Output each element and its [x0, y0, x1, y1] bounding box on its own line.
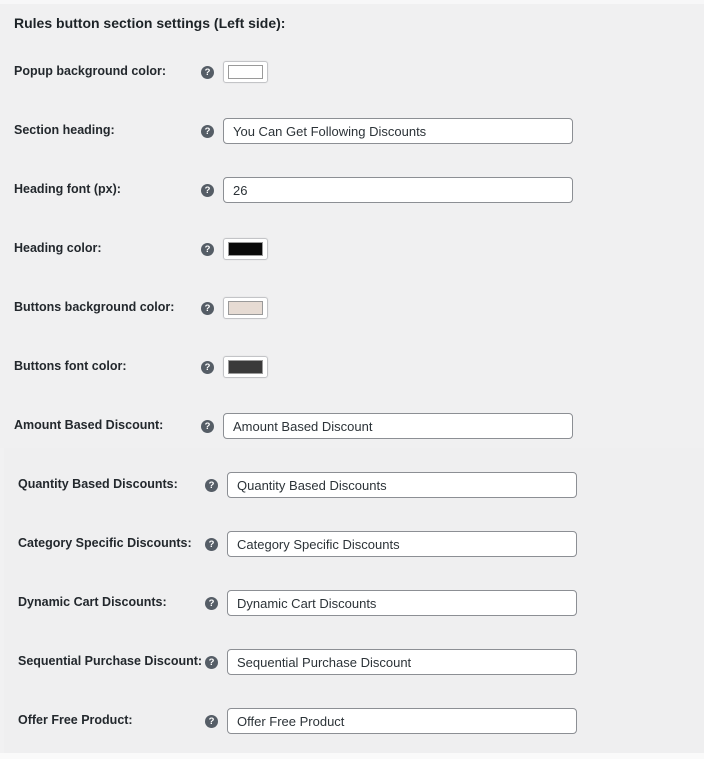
setting-label: Popup background color: — [14, 64, 167, 79]
setting-label: Heading color: — [14, 241, 102, 256]
setting-label: Heading font (px): — [14, 182, 121, 197]
settings-group-sub — [4, 448, 704, 753]
setting-row-category-specific-discounts — [18, 531, 704, 557]
category-specific-discounts-input[interactable] — [227, 531, 577, 557]
help-icon[interactable]: ? — [205, 479, 218, 492]
help-icon[interactable]: ? — [205, 656, 218, 669]
setting-row-dynamic-cart-discounts — [18, 590, 704, 616]
help-icon[interactable]: ? — [205, 538, 218, 551]
help-icon[interactable]: ? — [201, 420, 214, 433]
heading-font-input[interactable] — [223, 177, 573, 203]
help-icon[interactable]: ? — [201, 361, 214, 374]
color-swatch — [228, 65, 263, 79]
setting-row-amount-based-discount — [14, 413, 704, 439]
setting-label: Sequential Purchase Discount: — [18, 654, 203, 669]
setting-row-sequential-purchase-discount — [18, 649, 704, 675]
buttons-background-color-picker[interactable] — [223, 297, 268, 319]
setting-row-buttons-font-color — [14, 354, 704, 380]
setting-row-heading-font — [14, 177, 704, 203]
setting-label: Dynamic Cart Discounts: — [18, 595, 167, 610]
setting-label: Quantity Based Discounts: — [18, 477, 178, 492]
color-swatch — [228, 301, 263, 315]
setting-row-offer-free-product — [18, 708, 704, 734]
dynamic-cart-discounts-input[interactable] — [227, 590, 577, 616]
offer-free-product-input[interactable] — [227, 708, 577, 734]
color-swatch — [228, 242, 263, 256]
quantity-based-discounts-input[interactable] — [227, 472, 577, 498]
setting-row-section-heading — [14, 118, 704, 144]
settings-panel — [0, 4, 704, 753]
buttons-font-color-picker[interactable] — [223, 356, 268, 378]
setting-row-heading-color — [14, 236, 704, 262]
help-icon[interactable]: ? — [201, 243, 214, 256]
bottom-edge-strip — [0, 753, 704, 759]
color-swatch — [228, 360, 263, 374]
help-icon[interactable]: ? — [205, 715, 218, 728]
help-icon[interactable]: ? — [201, 302, 214, 315]
heading-color-picker[interactable] — [223, 238, 268, 260]
setting-label: Offer Free Product: — [18, 713, 133, 728]
setting-row-quantity-based-discounts — [18, 472, 704, 498]
setting-label: Category Specific Discounts: — [18, 536, 192, 551]
amount-based-discount-input[interactable] — [223, 413, 573, 439]
settings-group-main — [0, 4, 704, 448]
help-icon[interactable]: ? — [201, 184, 214, 197]
help-icon[interactable]: ? — [201, 125, 214, 138]
setting-label: Section heading: — [14, 123, 115, 138]
help-icon[interactable]: ? — [201, 66, 214, 79]
popup-background-color-picker[interactable] — [223, 61, 268, 83]
section-title: Rules button section settings (Left side): — [14, 15, 286, 31]
setting-row-popup-background-color — [14, 59, 704, 85]
sequential-purchase-discount-input[interactable] — [227, 649, 577, 675]
section-heading-input[interactable] — [223, 118, 573, 144]
setting-label: Amount Based Discount: — [14, 418, 164, 433]
setting-row-buttons-background-color — [14, 295, 704, 321]
help-icon[interactable]: ? — [205, 597, 218, 610]
setting-label: Buttons background color: — [14, 300, 175, 315]
setting-label: Buttons font color: — [14, 359, 127, 374]
